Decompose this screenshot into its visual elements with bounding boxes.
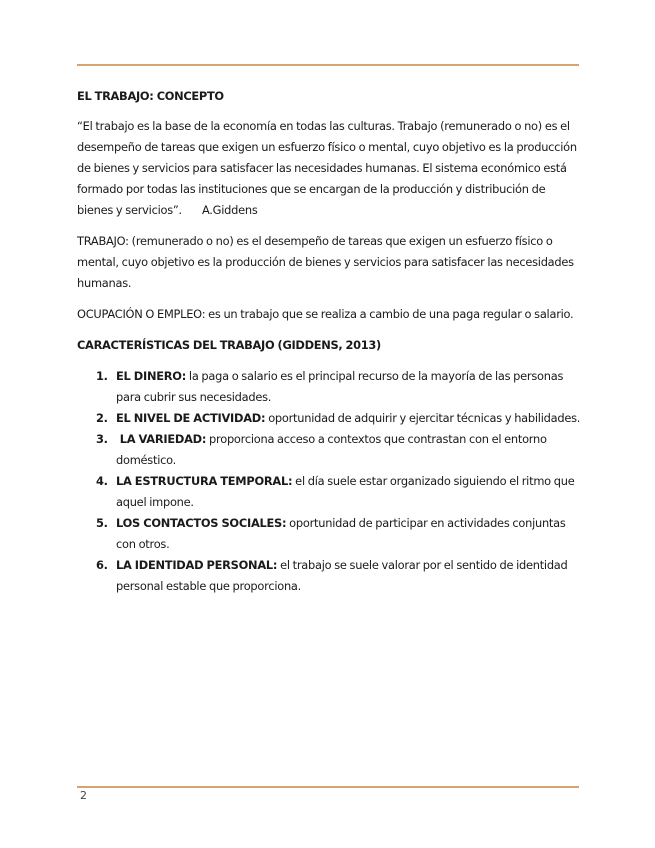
list-item-term: LA ESTRUCTURA TEMPORAL: <box>116 474 293 488</box>
list-item-term: LA VARIEDAD: <box>116 432 207 446</box>
list-item <box>96 408 582 429</box>
characteristics-list <box>77 366 582 597</box>
list-item-text: la paga o salario es el principal recurso de la mayoría de las personas para cubrir sus necesidades. <box>116 369 564 404</box>
definition-trabajo: TRABAJO: (remunerado o no) es el desempeño de tareas que exigen un esfuerzo físico o mental, cuyo objetivo es la producción de bienes y servicios para satisfacer las necesidades humanas. <box>77 234 574 290</box>
page-content <box>77 86 582 597</box>
list-item <box>96 429 582 471</box>
quote-author: A.Giddens <box>201 203 258 217</box>
list-item-text: proporciona acceso a contextos que contrastan con el entorno doméstico. <box>116 432 547 467</box>
list-item-number: 2. <box>96 411 108 425</box>
list-item-number: 6. <box>96 558 108 572</box>
list-item-number: 3. <box>96 432 108 446</box>
header-rule <box>77 64 579 66</box>
list-item-term: LA IDENTIDAD PERSONAL: <box>116 558 278 572</box>
list-item-text: el trabajo se suele valorar por el sentido de identidad personal estable que proporciona. <box>116 558 568 593</box>
footer-rule <box>77 786 579 788</box>
list-item-number: 4. <box>96 474 108 488</box>
giddens-quote <box>77 116 582 221</box>
list-item <box>96 471 582 513</box>
list-item-text: oportunidad de participar en actividades conjuntas con otros. <box>116 516 566 551</box>
characteristics-heading: CARACTERÍSTICAS DEL TRABAJO (GIDDENS, 2013) <box>77 338 381 352</box>
list-item <box>96 555 582 597</box>
list-item-term: LOS CONTACTOS SOCIALES: <box>116 516 287 530</box>
list-item <box>96 513 582 555</box>
list-item-text: el día suele estar organizado siguiendo el ritmo que aquel impone. <box>116 474 575 509</box>
definition-ocupacion: OCUPACIÓN O EMPLEO: es un trabajo que se realiza a cambio de una paga regular o salario. <box>77 307 574 321</box>
list-item-term: EL DINERO: <box>116 369 187 383</box>
list-item-text: oportunidad de adquirir y ejercitar técnicas y habilidades. <box>265 411 581 425</box>
list-item-number: 5. <box>96 516 108 530</box>
quote-text: “El trabajo es la base de la economía en todas las culturas. Trabajo (remunerado o no) es el desempeño de tareas que exigen un esfuerzo físico o mental, cuyo objetivo es la producción de bienes y servicios para satisfacer las necesidades humanas. El sistema económico está formado por todas las instituciones que se encargan de la producción y distribución de bienes y servicios”. <box>77 119 577 217</box>
list-item <box>96 366 582 408</box>
list-item-number: 1. <box>96 369 108 383</box>
section-title: EL TRABAJO: CONCEPTO <box>77 89 224 103</box>
list-item-term: EL NIVEL DE ACTIVIDAD: <box>116 411 266 425</box>
page-number: 2 <box>80 789 87 802</box>
